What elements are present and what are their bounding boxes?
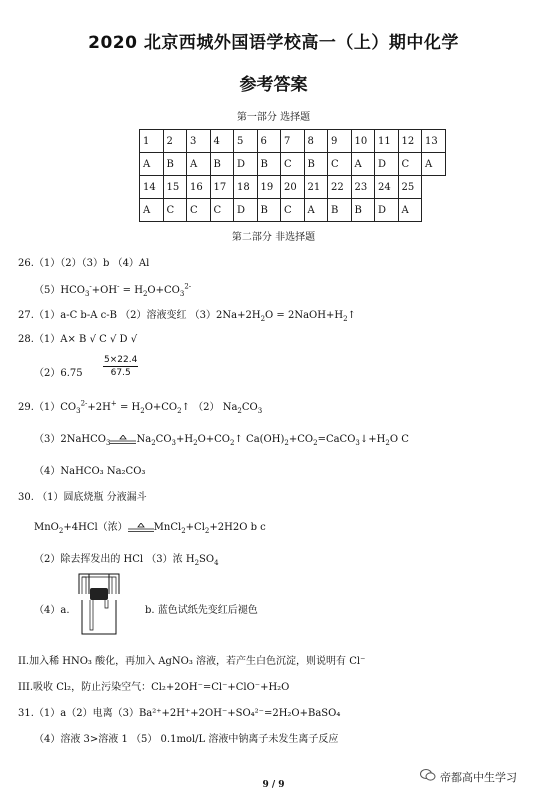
table-cell: 7 — [281, 130, 305, 153]
q26-line1: 26.（1）（2）（3）b （4）Al — [18, 258, 150, 269]
table-cell: 14 — [140, 176, 164, 199]
table-cell: B — [210, 153, 234, 176]
q26-line2: $(5)HCO_3^-+OH^- = H_2O+CO_3^{2-}$ — [34, 282, 192, 298]
table-cell: C — [328, 153, 352, 176]
fraction — [103, 355, 138, 378]
table-cell: C — [281, 153, 305, 176]
table-cell: B — [328, 199, 352, 222]
q30-line4a: （4）a. — [34, 605, 70, 616]
table-cell: 25 — [398, 176, 422, 199]
table-cell: C — [281, 199, 305, 222]
table-cell: 12 — [398, 130, 422, 153]
q29-line3: （4）NaHCO₃ Na₂CO₃ — [34, 466, 146, 477]
q29-line1: $29.(1)CO_3^{2-}+2H^+$ = $H_2O+CO_2↑$ （2） $Na_2CO_3$ — [18, 399, 263, 415]
table-cell — [422, 199, 446, 222]
q30-line4b: b. 蓝色试纸先变红后褪色 — [145, 605, 258, 616]
q30-line6: III.吸收 Cl₂，防止污染空气：Cl₂+2OH⁻=Cl⁻+ClO⁻+H₂O — [18, 682, 290, 693]
page-number: 9 / 9 — [262, 780, 285, 790]
table-cell: 21 — [304, 176, 328, 199]
table-cell: 17 — [210, 176, 234, 199]
table-cell: 22 — [328, 176, 352, 199]
table-cell: B — [257, 153, 281, 176]
table-cell: 5 — [234, 130, 258, 153]
table-cell: A — [140, 153, 164, 176]
table-cell: A — [140, 199, 164, 222]
table-cell: B — [163, 153, 187, 176]
table-cell: A — [351, 153, 375, 176]
table-cell: 13 — [422, 130, 446, 153]
q31-line2: （4）溶液 3>溶液 1 （5） 0.1mol/L 溶液中钠离子未发生离子反应 — [34, 734, 339, 745]
table-row — [140, 176, 446, 199]
table-cell: D — [375, 199, 399, 222]
answer-table — [139, 129, 446, 222]
table-cell: A — [398, 199, 422, 222]
table-cell: B — [351, 199, 375, 222]
q31-line1: 31.（1）a（2）电离（3）Ba²⁺+2H⁺+2OH⁻+SO₄²⁻=2H₂O+BaSO₄ — [18, 708, 341, 719]
gas-washing-bottle-icon — [70, 572, 128, 638]
q30-line1: 30. （1）圆底烧瓶 分液漏斗 — [18, 492, 147, 503]
table-cell: 10 — [351, 130, 375, 153]
q28-line1: 28.（1）A× B √ C √ D √ — [18, 334, 138, 345]
table-cell: C — [210, 199, 234, 222]
heat-arrow-icon — [128, 523, 154, 533]
table-cell: C — [163, 199, 187, 222]
table-cell: A — [304, 199, 328, 222]
q29-line2: （3）2NaHCO$_3$ $Na_2CO_3+H_2O+CO_2↑$ $Ca(OH)_2+CO_2=CaCO_3↓+H_2O$ C — [34, 434, 409, 447]
page-title: 2020 北京西城外国语学校高一（上）期中化学 — [88, 33, 459, 53]
table-cell: 20 — [281, 176, 305, 199]
table-cell: 9 — [328, 130, 352, 153]
table-cell: A — [187, 153, 211, 176]
table-cell: 3 — [187, 130, 211, 153]
table-cell: 19 — [257, 176, 281, 199]
fraction-denominator: 67.5 — [110, 368, 131, 378]
table-cell: 1 — [140, 130, 164, 153]
heat-arrow-icon — [110, 435, 136, 445]
table-cell: 8 — [304, 130, 328, 153]
table-cell — [422, 176, 446, 199]
q30-line2: MnO$_2$+4HCl（浓） $MnCl_2+Cl_2+2H2O$ b c — [34, 522, 266, 535]
table-cell: 11 — [375, 130, 399, 153]
watermark: 帝都高中生学习 — [440, 771, 517, 784]
table-cell: 15 — [163, 176, 187, 199]
part1-heading: 第一部分 选择题 — [236, 112, 311, 123]
table-cell: 16 — [187, 176, 211, 199]
table-cell: 24 — [375, 176, 399, 199]
table-row — [140, 130, 446, 153]
table-cell: A — [422, 153, 446, 176]
table-cell: 2 — [163, 130, 187, 153]
page-subtitle: 参考答案 — [239, 75, 308, 95]
q30-line3: （2）除去挥发出的 HCl （3）浓 $H_2SO_4$ — [34, 554, 219, 567]
table-cell: C — [187, 199, 211, 222]
table-cell: D — [375, 153, 399, 176]
table-cell: D — [234, 199, 258, 222]
table-row — [140, 153, 446, 176]
table-cell: B — [304, 153, 328, 176]
fraction-numerator: 5×22.4 — [104, 355, 138, 365]
wechat-icon — [420, 768, 436, 782]
table-cell: 6 — [257, 130, 281, 153]
table-row — [140, 199, 446, 222]
table-cell: 23 — [351, 176, 375, 199]
table-cell: 18 — [234, 176, 258, 199]
table-cell: B — [257, 199, 281, 222]
table-cell: 4 — [210, 130, 234, 153]
q28-line2: （2）6.75 — [34, 368, 83, 379]
q30-line5: II.加入稀 HNO₃ 酸化，再加入 AgNO₃ 溶液，若产生白色沉淀，则说明有 Cl⁻ — [18, 656, 366, 667]
table-cell: D — [234, 153, 258, 176]
part2-heading: 第二部分 非选择题 — [231, 232, 316, 243]
table-cell: C — [398, 153, 422, 176]
q27-line1: 27.（1）a-C b-A c-B （2）溶液变红 $(3)2Na+2H_2O$ = $2NaOH+H_2↑$ — [18, 310, 356, 323]
